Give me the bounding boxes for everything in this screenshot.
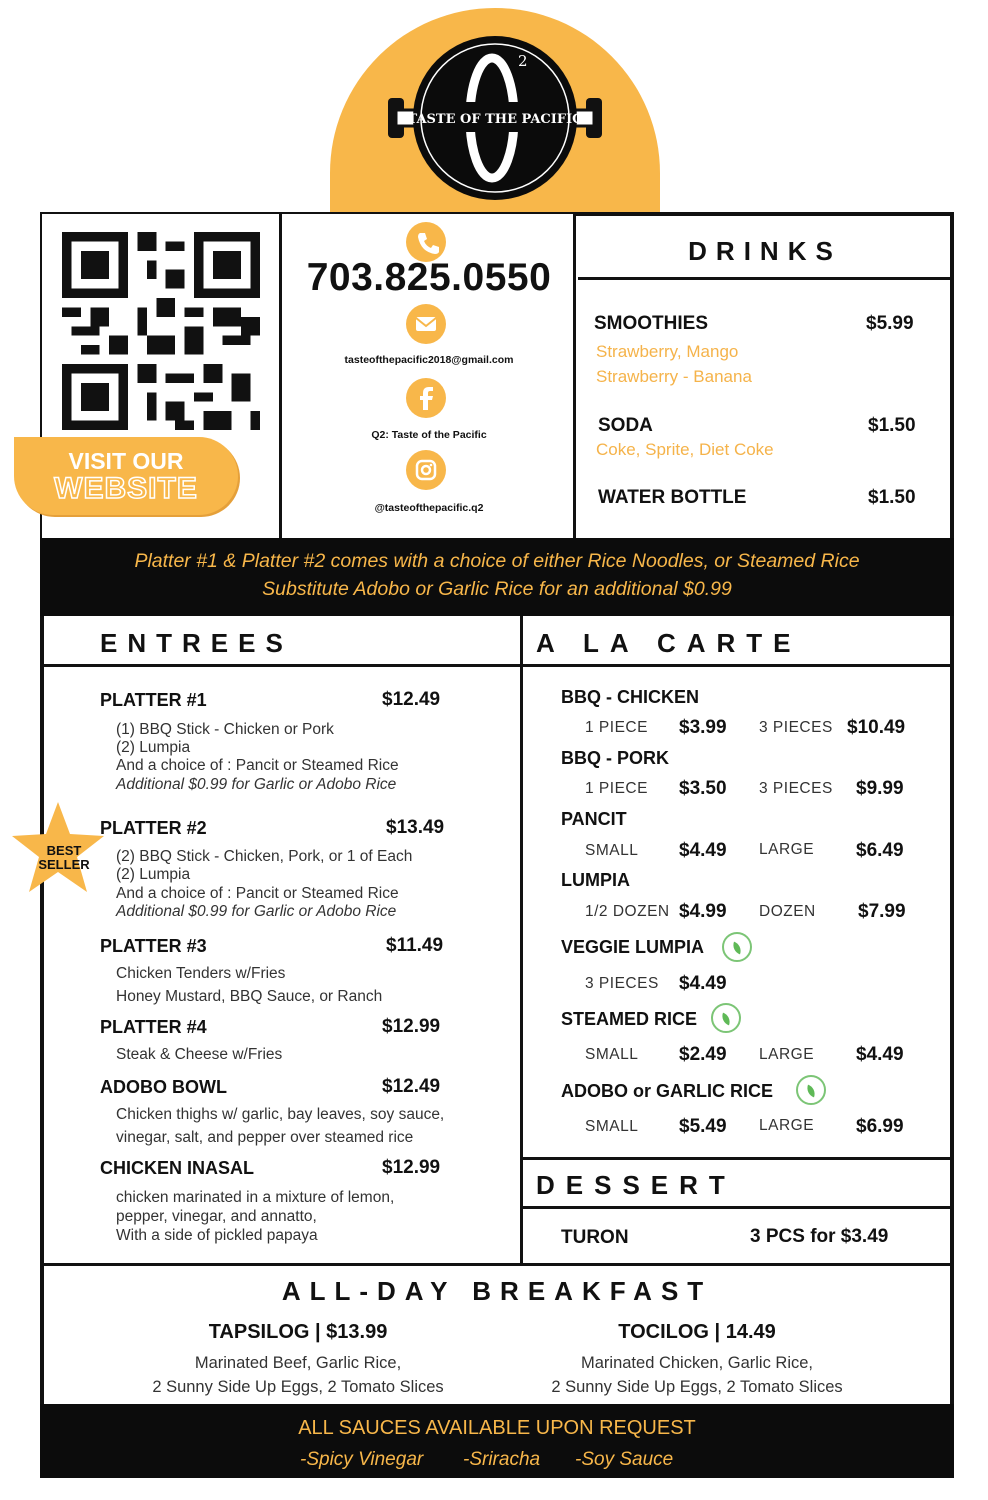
entree-price: $12.49 [382, 1076, 441, 1097]
column-divider [520, 616, 523, 1264]
entree-desc: Honey Mustard, BBQ Sauce, or Ranch [116, 988, 383, 1005]
entree-desc: Chicken thighs w/ garlic, bay leaves, soy sauce, [116, 1106, 445, 1123]
alacarte-name: PANCIT [561, 809, 627, 829]
sauces-title: ALL SAUCES AVAILABLE UPON REQUEST [298, 1417, 696, 1439]
alacarte-size: SMALL [585, 842, 639, 859]
entree-price: $12.99 [382, 1016, 441, 1037]
badge-line: BEST [46, 843, 82, 858]
email-icon [406, 304, 446, 344]
facebook-icon [406, 378, 446, 418]
alacarte-price: $4.49 [679, 840, 727, 861]
visit-label: VISIT OUR [68, 448, 184, 474]
dessert-price: 3 PCS for $3.49 [750, 1226, 889, 1247]
logo-text: TASTE OF THE PACIFIC [407, 112, 583, 127]
alacarte-name: ADOBO or GARLIC RICE [561, 1081, 774, 1101]
section-divider [522, 1206, 950, 1209]
vegan-icon [722, 932, 752, 962]
instagram-icon [406, 450, 446, 490]
entree-desc: And a choice of : Pancit or Steamed Rice [116, 885, 399, 902]
alacarte-price: $7.99 [858, 901, 906, 922]
alacarte-size: 1/2 DOZEN [585, 903, 670, 920]
alacarte-name: LUMPIA [561, 870, 630, 890]
drink-price: $1.50 [868, 487, 916, 508]
alacarte-price: $9.99 [856, 778, 904, 799]
alacarte-title: A LA CARTE [536, 628, 802, 658]
breakfast-item: TOCILOG | 14.49 [618, 1321, 776, 1343]
vegan-icon [711, 1003, 741, 1033]
entree-desc: (2) BBQ Stick - Chicken, Pork, or 1 of Each [116, 848, 413, 865]
breakfast-desc: Marinated Chicken, Garlic Rice, [581, 1354, 813, 1372]
entree-desc: (2) Lumpia [116, 866, 191, 883]
alacarte-size: SMALL [585, 1046, 639, 1063]
entree-extra: Additional $0.99 for Garlic or Adobo Rice [116, 903, 397, 920]
drink-name: WATER BOTTLE [598, 487, 747, 508]
phone-number[interactable]: 703.825.0550 [306, 256, 552, 299]
vegan-icon [796, 1075, 826, 1105]
drink-name: SMOOTHIES [594, 313, 709, 334]
alacarte-size: 1 PIECE [585, 719, 648, 736]
instagram-handle[interactable]: @tasteofthepacific.q2 [374, 502, 484, 514]
alacarte-size: 1 PIECE [585, 780, 648, 797]
entree-price: $12.49 [382, 689, 441, 710]
best-seller-label [10, 844, 118, 872]
entree-desc: (1) BBQ Stick - Chicken or Pork [116, 721, 334, 738]
section-divider [522, 1157, 950, 1160]
sauce-item: -Spicy Vinegar [300, 1449, 424, 1470]
breakfast-item: TAPSILOG | $13.99 [208, 1321, 388, 1343]
entree-desc: And a choice of : Pancit or Steamed Rice [116, 757, 399, 774]
entrees-title: ENTREES [100, 628, 293, 658]
entree-price: $12.99 [382, 1157, 441, 1178]
alacarte-price: $10.49 [847, 717, 906, 738]
breakfast-desc: Marinated Beef, Garlic Rice, [194, 1354, 402, 1372]
entree-extra: Additional $0.99 for Garlic or Adobo Rice [116, 776, 397, 793]
drink-name: SODA [598, 415, 653, 436]
alacarte-size: 3 PIECES [759, 780, 833, 797]
alacarte-price: $6.49 [856, 840, 904, 861]
alacarte-name: VEGGIE LUMPIA [561, 937, 705, 957]
alacarte-size: 3 PIECES [759, 719, 833, 736]
alacarte-size: LARGE [759, 1046, 815, 1063]
badge-line: SELLER [38, 857, 90, 872]
drinks-title: DRINKS [688, 236, 842, 266]
entree-desc: chicken marinated in a mixture of lemon, [116, 1189, 395, 1206]
entree-desc: Chicken Tenders w/Fries [116, 965, 286, 982]
entree-desc: vinegar, salt, and pepper over steamed rice [116, 1129, 414, 1146]
breakfast-desc: 2 Sunny Side Up Eggs, 2 Tomato Slices [551, 1378, 843, 1396]
logo [388, 30, 602, 205]
drink-desc: Coke, Sprite, Diet Coke [596, 440, 774, 459]
entree-name: PLATTER #3 [100, 936, 207, 956]
alacarte-price: $4.49 [856, 1044, 904, 1065]
entree-desc: pepper, vinegar, and annatto, [116, 1208, 317, 1225]
alacarte-price: $3.99 [679, 717, 727, 738]
entree-desc: Steak & Cheese w/Fries [116, 1046, 283, 1063]
website-label: WEBSITE [54, 472, 198, 505]
alacarte-size: LARGE [759, 841, 815, 858]
entree-name: ADOBO BOWL [100, 1077, 227, 1097]
entree-price: $11.49 [386, 935, 444, 956]
drink-price: $5.99 [866, 313, 914, 334]
facebook-handle[interactable]: Q2: Taste of the Pacific [371, 429, 487, 441]
alacarte-name: BBQ - PORK [561, 748, 669, 768]
breakfast-title: ALL-DAY BREAKFAST [281, 1276, 713, 1306]
alacarte-price: $4.99 [679, 901, 727, 922]
sauce-item: -Sriracha [463, 1449, 541, 1470]
drink-desc: Strawberry, Mango [596, 342, 739, 361]
qr-code[interactable] [62, 232, 260, 430]
alacarte-name: BBQ - CHICKEN [561, 687, 699, 707]
entree-desc: With a side of pickled papaya [116, 1227, 318, 1244]
dessert-item: TURON [561, 1227, 629, 1248]
drink-desc: Strawberry - Banana [596, 367, 752, 386]
notice-line: Platter #1 & Platter #2 comes with a choice of either Rice Noodles, or Steamed Rice [134, 550, 860, 572]
svg-text:2: 2 [518, 52, 528, 70]
alacarte-price: $5.49 [679, 1116, 727, 1137]
alacarte-price: $3.50 [679, 778, 727, 799]
entree-name: CHICKEN INASAL [100, 1158, 255, 1178]
email-address[interactable]: tasteofthepacific2018@gmail.com [344, 354, 514, 366]
breakfast-desc: 2 Sunny Side Up Eggs, 2 Tomato Slices [152, 1378, 444, 1396]
alacarte-price: $4.49 [679, 973, 727, 994]
entree-desc: (2) Lumpia [116, 739, 191, 756]
notice-line: Substitute Adobo or Garlic Rice for an additional $0.99 [262, 578, 732, 600]
entree-name: PLATTER #2 [100, 818, 207, 838]
dessert-title: DESSERT [536, 1170, 736, 1200]
entree-name: PLATTER #4 [100, 1017, 207, 1037]
alacarte-price: $6.99 [856, 1116, 904, 1137]
entree-name: PLATTER #1 [100, 690, 207, 710]
alacarte-size: DOZEN [759, 903, 816, 920]
alacarte-price: $2.49 [679, 1044, 727, 1065]
section-divider [44, 664, 950, 667]
drink-price: $1.50 [868, 415, 916, 436]
section-divider [44, 1263, 950, 1266]
alacarte-size: SMALL [585, 1118, 639, 1135]
alacarte-name: STEAMED RICE [561, 1009, 698, 1029]
alacarte-size: 3 PIECES [585, 975, 659, 992]
sauce-item: -Soy Sauce [575, 1449, 674, 1470]
alacarte-size: LARGE [759, 1117, 815, 1134]
entree-price: $13.49 [386, 817, 445, 838]
